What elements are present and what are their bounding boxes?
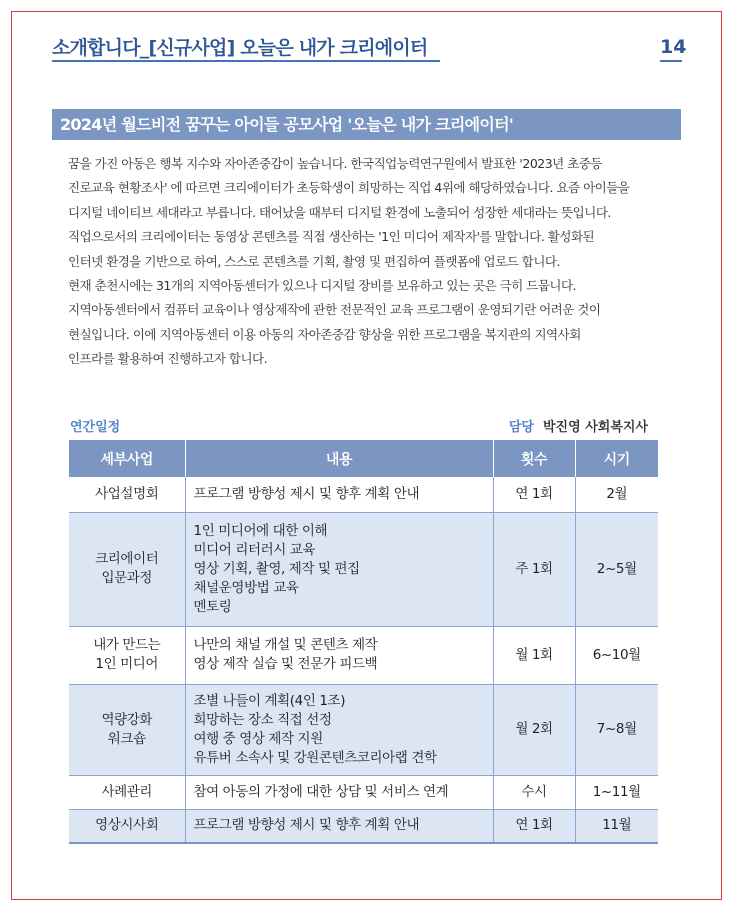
body-line: 인터넷 환경을 기반으로 하여, 스스로 콘텐츠를 기획, 촬영 및 편집하여 플랫폼에 업로드 합니다. [68,253,560,269]
page-number: 14 [660,36,687,58]
program-cell-line: 워크숍 [107,730,146,747]
program-cell-line: 입문과정 [101,570,153,586]
body-line: 현실입니다. 이에 지역아동센터 이용 아동의 자아존중감 향상을 위한 프로그램을 복지관의 지역사회 [68,326,581,342]
content-cell-line: 미디어 리터러시 교육 [193,541,316,558]
content-cell-line: 조별 나들이 계획(4인 1조) [193,692,346,709]
table-header-row [69,440,658,477]
content-cell [185,775,493,809]
schedule-table [69,440,658,844]
column-header-content: 내용 [185,440,493,477]
period-cell: 11월 [575,809,658,843]
content-cell-line: 나만의 채널 개설 및 콘텐츠 제작 [193,637,378,653]
body-line: 인프라를 활용하여 진행하고자 합니다. [68,351,268,367]
column-header-period: 시기 [575,440,658,477]
table-row [69,809,658,843]
program-cell [69,512,185,626]
content-cell-line: 참여 아동의 가정에 대한 상담 및 서비스 연계 [193,783,449,800]
content-cell-line: 프로그램 방향성 제시 및 향후 계획 안내 [193,817,420,834]
title-underline [52,60,440,62]
program-cell-line: 내가 만드는 [93,637,161,653]
page-number-underline [660,60,682,62]
count-cell: 수시 [493,775,575,809]
content-cell-line: 유튜버 소속사 및 강원콘텐츠코리아랩 견학 [193,749,437,766]
count-cell: 연 1회 [493,809,575,843]
section-banner: 2024년 월드비전 꿈꾸는 아이들 공모사업 '오늘은 내가 크리에이터' [52,109,681,140]
count-cell: 주 1회 [493,512,575,626]
person-in-charge [509,416,648,435]
period-cell: 2월 [575,477,658,512]
count-cell: 연 1회 [493,477,575,512]
program-cell-line: 사업설명회 [95,485,159,502]
program-cell-line: 크리에이터 [95,551,159,567]
table-row [69,477,658,512]
content-cell-line: 희망하는 장소 직접 선정 [193,711,332,728]
table-row [69,684,658,775]
count-cell: 월 2회 [493,684,575,775]
page-title: 소개합니다_[신규사업] 오늘은 내가 크리에이터 [52,37,428,59]
body-line: 진로교육 현황조사' 에 따르면 크리에이터가 초등학생이 희망하는 직업 4위에 해당하였습니다. 요즘 아이들을 [68,180,630,196]
table-row [69,626,658,684]
program-cell [69,626,185,684]
body-line: 현재 춘천시에는 31개의 지역아동센터가 있으나 디지털 장비를 보유하고 있는 곳은 극히 드뭅니다. [68,278,577,294]
content-cell [185,626,493,684]
program-cell-line: 1인 미디어 [95,656,159,672]
period-cell: 7~8월 [575,684,658,775]
content-cell-line: 멘토링 [193,598,232,615]
period-cell: 6~10월 [575,626,658,684]
program-cell [69,477,185,512]
content-cell [185,512,493,626]
table-row [69,512,658,626]
body-line: 디지털 네이티브 세대라고 부릅니다. 태어났을 때부터 디지털 환경에 노출되어 성장한 세대라는 뜻입니다. [68,204,611,220]
content-cell-line: 여행 중 영상 제작 지원 [193,730,323,747]
body-line: 꿈을 가진 아동은 행복 지수와 자아존중감이 높습니다. 한국직업능력연구원에서 발표한 '2023년 초중등 [68,156,602,171]
count-cell: 월 1회 [493,626,575,684]
column-header-program: 세부사업 [69,440,185,477]
content-cell [185,684,493,775]
charge-label: 담당 [508,420,534,435]
program-cell-line: 역량강화 [101,711,153,728]
body-line: 지역아동센터에서 컴퓨터 교육이나 영상제작에 관한 전문적인 교육 프로그램이 운영되기란 어려운 것이 [68,302,601,318]
content-cell [185,809,493,843]
body-line: 직업으로서의 크리에이터는 동영상 콘텐츠를 직접 생산하는 '1인 미디어 제작자'를 말합니다. 활성화된 [68,229,595,245]
content-cell-line: 영상 제작 실습 및 전문가 피드백 [193,656,378,672]
table-row [69,775,658,809]
program-cell [69,775,185,809]
program-cell [69,809,185,843]
period-cell: 2~5월 [575,512,658,626]
content-cell [185,477,493,512]
charge-name: 박진영 사회복지사 [543,420,648,435]
schedule-label: 연간일정 [70,420,121,435]
intro-paragraph [68,152,668,372]
column-header-count: 횟수 [493,440,575,477]
period-cell: 1~11월 [575,775,658,809]
content-cell-line: 프로그램 방향성 제시 및 향후 계획 안내 [193,485,420,502]
content-cell-line: 영상 기획, 촬영, 제작 및 편집 [193,560,360,577]
content-cell-line: 1인 미디어에 대한 이해 [193,522,328,539]
content-cell-line: 채널운영방법 교육 [193,579,299,596]
program-cell-line: 사례관리 [101,783,153,800]
program-cell-line: 영상시사회 [95,817,159,834]
program-cell [69,684,185,775]
